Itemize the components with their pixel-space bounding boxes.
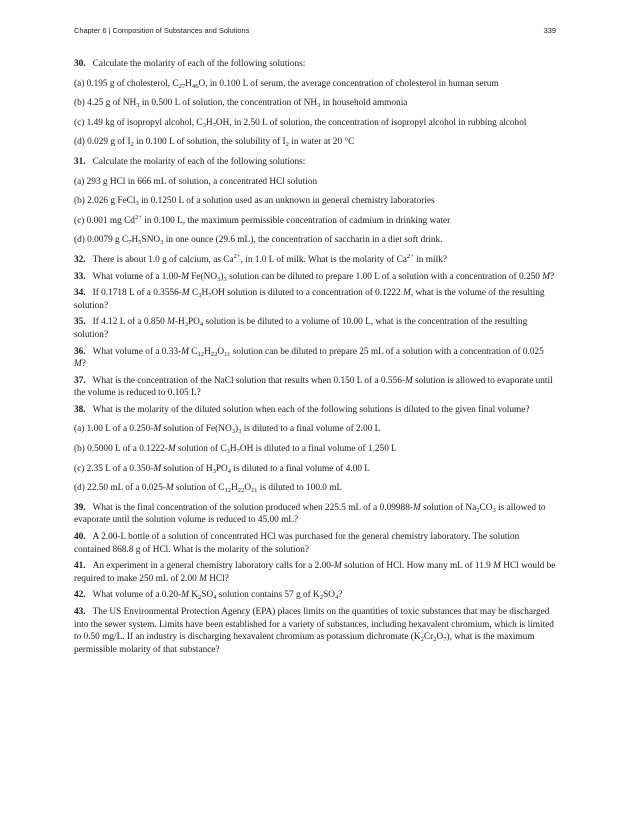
text-run: 33. [74, 271, 86, 282]
text-run: 7 [443, 636, 447, 644]
text-run: in one ounce (29.6 mL), the concentration of saccharin in a diet soft drink. [163, 235, 443, 246]
text-run: 3 [217, 275, 221, 283]
text-run: 46 [191, 82, 199, 90]
text-run: H [205, 117, 213, 128]
text-run: 2 [476, 506, 480, 514]
text-run: SO [323, 590, 335, 601]
text-run: ), what is the maximum permissible molarity of that substance? [74, 632, 535, 655]
question-30-part-c [74, 117, 556, 130]
running-header [74, 26, 556, 35]
text-run: 3 [492, 506, 496, 514]
text-run: solution of Fe(NO [161, 424, 232, 435]
text-run: , what is the volume of the resulting solution? [74, 288, 545, 311]
text-run: What volume of a 1.00- [92, 271, 182, 282]
text-run: M [153, 424, 162, 435]
text-run: M [181, 346, 189, 357]
text-run: O [436, 632, 444, 643]
text-run: 3 [231, 428, 235, 436]
text-run: What is the molarity of the diluted solution when each of the following solutions is diluted to the given final volume? [92, 404, 530, 415]
text-run: (c) 1.49 kg of isopropyl alcohol, C [74, 117, 203, 128]
text-run: 32. [74, 254, 86, 265]
text-run: 3 [226, 448, 230, 456]
text-run: in 0.1250 L of a solution used as an unknown in general chemistry laboratories [138, 196, 435, 207]
text-run: solution of Na [420, 502, 477, 513]
text-run: M [74, 359, 82, 370]
text-run: , in 1.0 L of milk. What is the molarity of Ca [240, 254, 407, 265]
text-run: 41. [74, 561, 86, 572]
text-run: HCl? [206, 573, 229, 584]
text-run: 2 [433, 636, 437, 644]
text-run: What is the concentration of the NaCl solution that results when 0.150 L of a 0.556- [92, 375, 405, 386]
text-run: 12 [197, 350, 205, 358]
question-38-part-d [74, 482, 556, 495]
text-run: 2 [319, 594, 324, 602]
text-run: (d) 0.029 g of I [74, 137, 131, 148]
text-run: (c) 0.001 mg Cd [74, 215, 135, 226]
text-run: 2 [130, 141, 134, 149]
question-32 [74, 254, 556, 267]
question-30-part-b [74, 97, 556, 110]
text-run: H [204, 346, 211, 357]
text-run: 40. [74, 532, 86, 543]
text-run: OH solution is diluted to a concentration of 0.1222 [211, 288, 404, 299]
text-run: O, in 0.100 L of serum, the average concentration of cholesterol in human serum [198, 78, 499, 89]
question-38-part-c [74, 463, 556, 476]
text-run: M [542, 271, 550, 282]
text-run: 4 [334, 594, 339, 602]
text-run: M [153, 463, 162, 474]
text-run: solution can be diluted to prepare 25 mL of a solution with a concentration of 0.025 [230, 346, 544, 357]
text-run: is allowed to evaporate until the solution volume is reduced to 45.00 mL? [74, 502, 546, 526]
text-run: CO [479, 502, 493, 513]
text-run: 22 [237, 487, 245, 495]
text-run: 36. [74, 346, 86, 357]
text-run: ? [338, 590, 343, 601]
text-run: ? [81, 359, 86, 370]
text-run: 7 [208, 292, 212, 300]
text-run: ) [220, 271, 224, 282]
question-38-part-a [74, 423, 556, 436]
question-43 [74, 606, 556, 656]
text-run: (b) 2.026 g FeCl [74, 196, 136, 207]
question-30 [74, 58, 556, 71]
text-run: solution of H [161, 463, 213, 474]
question-31-part-a [74, 176, 556, 189]
text-run: H [231, 483, 238, 494]
text-run: M [199, 573, 207, 584]
text-run: H [131, 235, 139, 246]
question-42 [74, 589, 556, 602]
question-33 [74, 271, 556, 284]
text-run: ) [234, 424, 239, 435]
text-run: M [165, 483, 174, 494]
text-run: Calculate the molarity of each of the following solutions: [92, 156, 306, 167]
text-run: -H [174, 317, 185, 328]
text-run: If 4.12 L of a 0.850 [92, 317, 168, 328]
question-31-part-c [74, 215, 556, 228]
question-31 [74, 156, 556, 169]
text-run: 3 [202, 121, 206, 129]
text-run: 12 [224, 487, 232, 495]
text-run: 3 [136, 102, 140, 110]
question-39 [74, 502, 556, 527]
text-run: in 0.100 L, the maximum permissible concentration of cadmium in drinking water [141, 215, 451, 226]
text-run: What is the final concentration of the solution produced when 225.5 mL of a 0.09988- [92, 502, 413, 513]
text-run: is diluted to a final volume of 4.00 L [231, 463, 370, 474]
question-30-part-d [74, 136, 556, 149]
text-run: HCl would be required to make 250 mL of 2.00 [74, 561, 556, 584]
question-34 [74, 287, 556, 312]
text-run: What volume of a 0.20- [92, 590, 182, 601]
text-run: 7 [236, 448, 240, 456]
text-run: C [188, 346, 198, 357]
text-run: M [167, 444, 176, 455]
question-number: 31. [74, 156, 86, 167]
text-run: 2 [420, 636, 424, 644]
text-run: What volume of a 0.33- [92, 346, 182, 357]
text-run: (d) 0.0079 g C [74, 235, 129, 246]
text-run: O [217, 346, 225, 357]
text-run: M [181, 271, 189, 282]
text-run: 3 [160, 239, 164, 247]
text-run: 11 [251, 487, 258, 495]
text-run: in 0.500 L of solution, the concentration of NH [139, 98, 318, 109]
text-run: (d) 22.50 mL of a 0.025- [74, 483, 166, 494]
text-run: 2+ [134, 213, 142, 221]
question-36 [74, 346, 556, 371]
text-run: 3 [238, 428, 242, 436]
question-37 [74, 375, 556, 400]
text-run: 4 [199, 321, 204, 329]
text-run: M [404, 375, 413, 386]
text-run: M [167, 317, 175, 328]
text-run: (c) 2.35 L of a 0.350- [74, 463, 154, 474]
text-run: (a) 0.195 g of cholesterol, C [74, 78, 179, 89]
text-run: 3 [198, 292, 202, 300]
text-run: 3 [184, 321, 189, 329]
text-run: 5 [138, 239, 142, 247]
text-run: 35. [74, 317, 86, 328]
question-40 [74, 531, 556, 556]
text-run: solution can be diluted to prepare 1.00 L of a solution with a concentration of 0.250 [226, 271, 543, 282]
text-run: There is about 1.0 g of calcium, as Ca [92, 254, 234, 265]
text-run: 4 [227, 467, 232, 475]
text-run: 43. [74, 607, 86, 617]
text-run: 38. [74, 404, 86, 415]
text-run: 4 [213, 594, 217, 602]
text-run: 2 [197, 594, 202, 602]
text-run: (b) 4.25 g of NH [74, 98, 137, 109]
text-run: H [229, 444, 237, 455]
text-run: is diluted to 100.0 mL [257, 483, 343, 494]
page-number: 339 [543, 26, 556, 35]
text-run: (a) 293 g HCl in 666 mL of solution, a concentrated HCl solution [74, 176, 318, 187]
text-run: 34. [74, 288, 86, 299]
text-run: M [493, 561, 501, 572]
text-run: M [403, 288, 411, 299]
text-run: 7 [212, 121, 216, 129]
text-run: C [189, 288, 199, 299]
text-run: K [188, 590, 198, 601]
text-run: 2 [285, 141, 289, 149]
question-31-part-b [74, 195, 556, 208]
text-run: is diluted to a final volume of 2.00 L [241, 424, 381, 435]
exercise-list [74, 58, 556, 656]
text-run: 3 [317, 102, 321, 110]
question-number: 30. [74, 59, 86, 69]
text-run: 3 [223, 275, 227, 283]
chapter-title: Chapter 6 | Composition of Substances and Solutions [74, 26, 250, 35]
text-run: 7 [128, 239, 132, 247]
question-38 [74, 404, 556, 417]
text-run: in milk? [413, 254, 447, 265]
text-run: solution of C [175, 444, 227, 455]
text-run: SNO [141, 235, 161, 246]
text-run: H [185, 78, 192, 89]
text-run: 3 [212, 467, 216, 475]
text-run: 22 [210, 350, 218, 358]
text-run: If 0.1718 L of a 0.3556- [92, 288, 182, 299]
text-run: solution is be diluted to a volume of 10.00 L, what is the concentration of the resulting solution? [74, 317, 528, 340]
text-run: SO [201, 590, 214, 601]
text-run: 27 [178, 82, 186, 90]
text-run: solution contains 57 g of K [216, 590, 320, 601]
text-run: 2+ [233, 252, 241, 260]
text-run: (b) 0.5000 L of a 0.1222- [74, 444, 168, 455]
text-run: 42. [74, 590, 86, 601]
text-run: OH, in 2.50 L of solution, the concentration of isopropyl alcohol in rubbing alcohol [215, 117, 527, 128]
text-run: The US Environmental Protection Agency (EPA) places limits on the quantities of toxic substances that may be discharged into the sewer system. Limits have been established for a variety of substances, including hexavalent chromium, which is limited to 0.50 mg/L. If an industry is discharging hexavalent chromium as potassium dichromate (K [74, 607, 554, 643]
text-run: solution of HCl. How many mL of 11.9 [341, 561, 494, 572]
text-run: An experiment in a general chemistry laboratory calls for a 2.00- [92, 561, 334, 572]
text-run: in water at 20 °C [288, 137, 355, 148]
question-31-part-d [74, 234, 556, 247]
text-run: M [412, 502, 421, 513]
text-run: Calculate the molarity of each of the following solutions: [92, 59, 306, 69]
text-run: M [334, 561, 342, 572]
text-run: solution of C [173, 483, 225, 494]
text-run: 2+ [406, 252, 414, 260]
text-run: Fe(NO [188, 271, 218, 282]
question-35 [74, 316, 556, 341]
text-run: H [201, 288, 209, 299]
text-run: in household ammonia [320, 98, 408, 109]
question-41 [74, 560, 556, 585]
question-30-part-a [74, 78, 556, 91]
text-run: 37. [74, 375, 86, 386]
text-run: 3 [135, 200, 139, 208]
text-run: 11 [224, 350, 231, 358]
text-run: PO [215, 463, 228, 474]
text-run: in 0.100 L of solution, the solubility of I [133, 137, 286, 148]
text-run: PO [188, 317, 200, 328]
text-run: ? [549, 271, 555, 282]
text-run: (a) 1.00 L of a 0.250- [74, 424, 154, 435]
text-run: OH is diluted to a final volume of 1.250 L [239, 444, 397, 455]
question-38-part-b [74, 443, 556, 456]
text-run: A 2.00-L bottle of a solution of concentrated HCl was purchased for the general chemistry laboratory. The solution contained 868.8 g of HCl. What is the molarity of the solution? [74, 532, 520, 555]
text-run: 39. [74, 502, 86, 513]
text-run: solution is allowed to evaporate until the volume is reduced to 0.105 L? [74, 375, 553, 399]
text-run: O [244, 483, 252, 494]
text-run: M [181, 590, 189, 601]
text-run: Cr [423, 632, 434, 643]
text-run: M [181, 288, 190, 299]
